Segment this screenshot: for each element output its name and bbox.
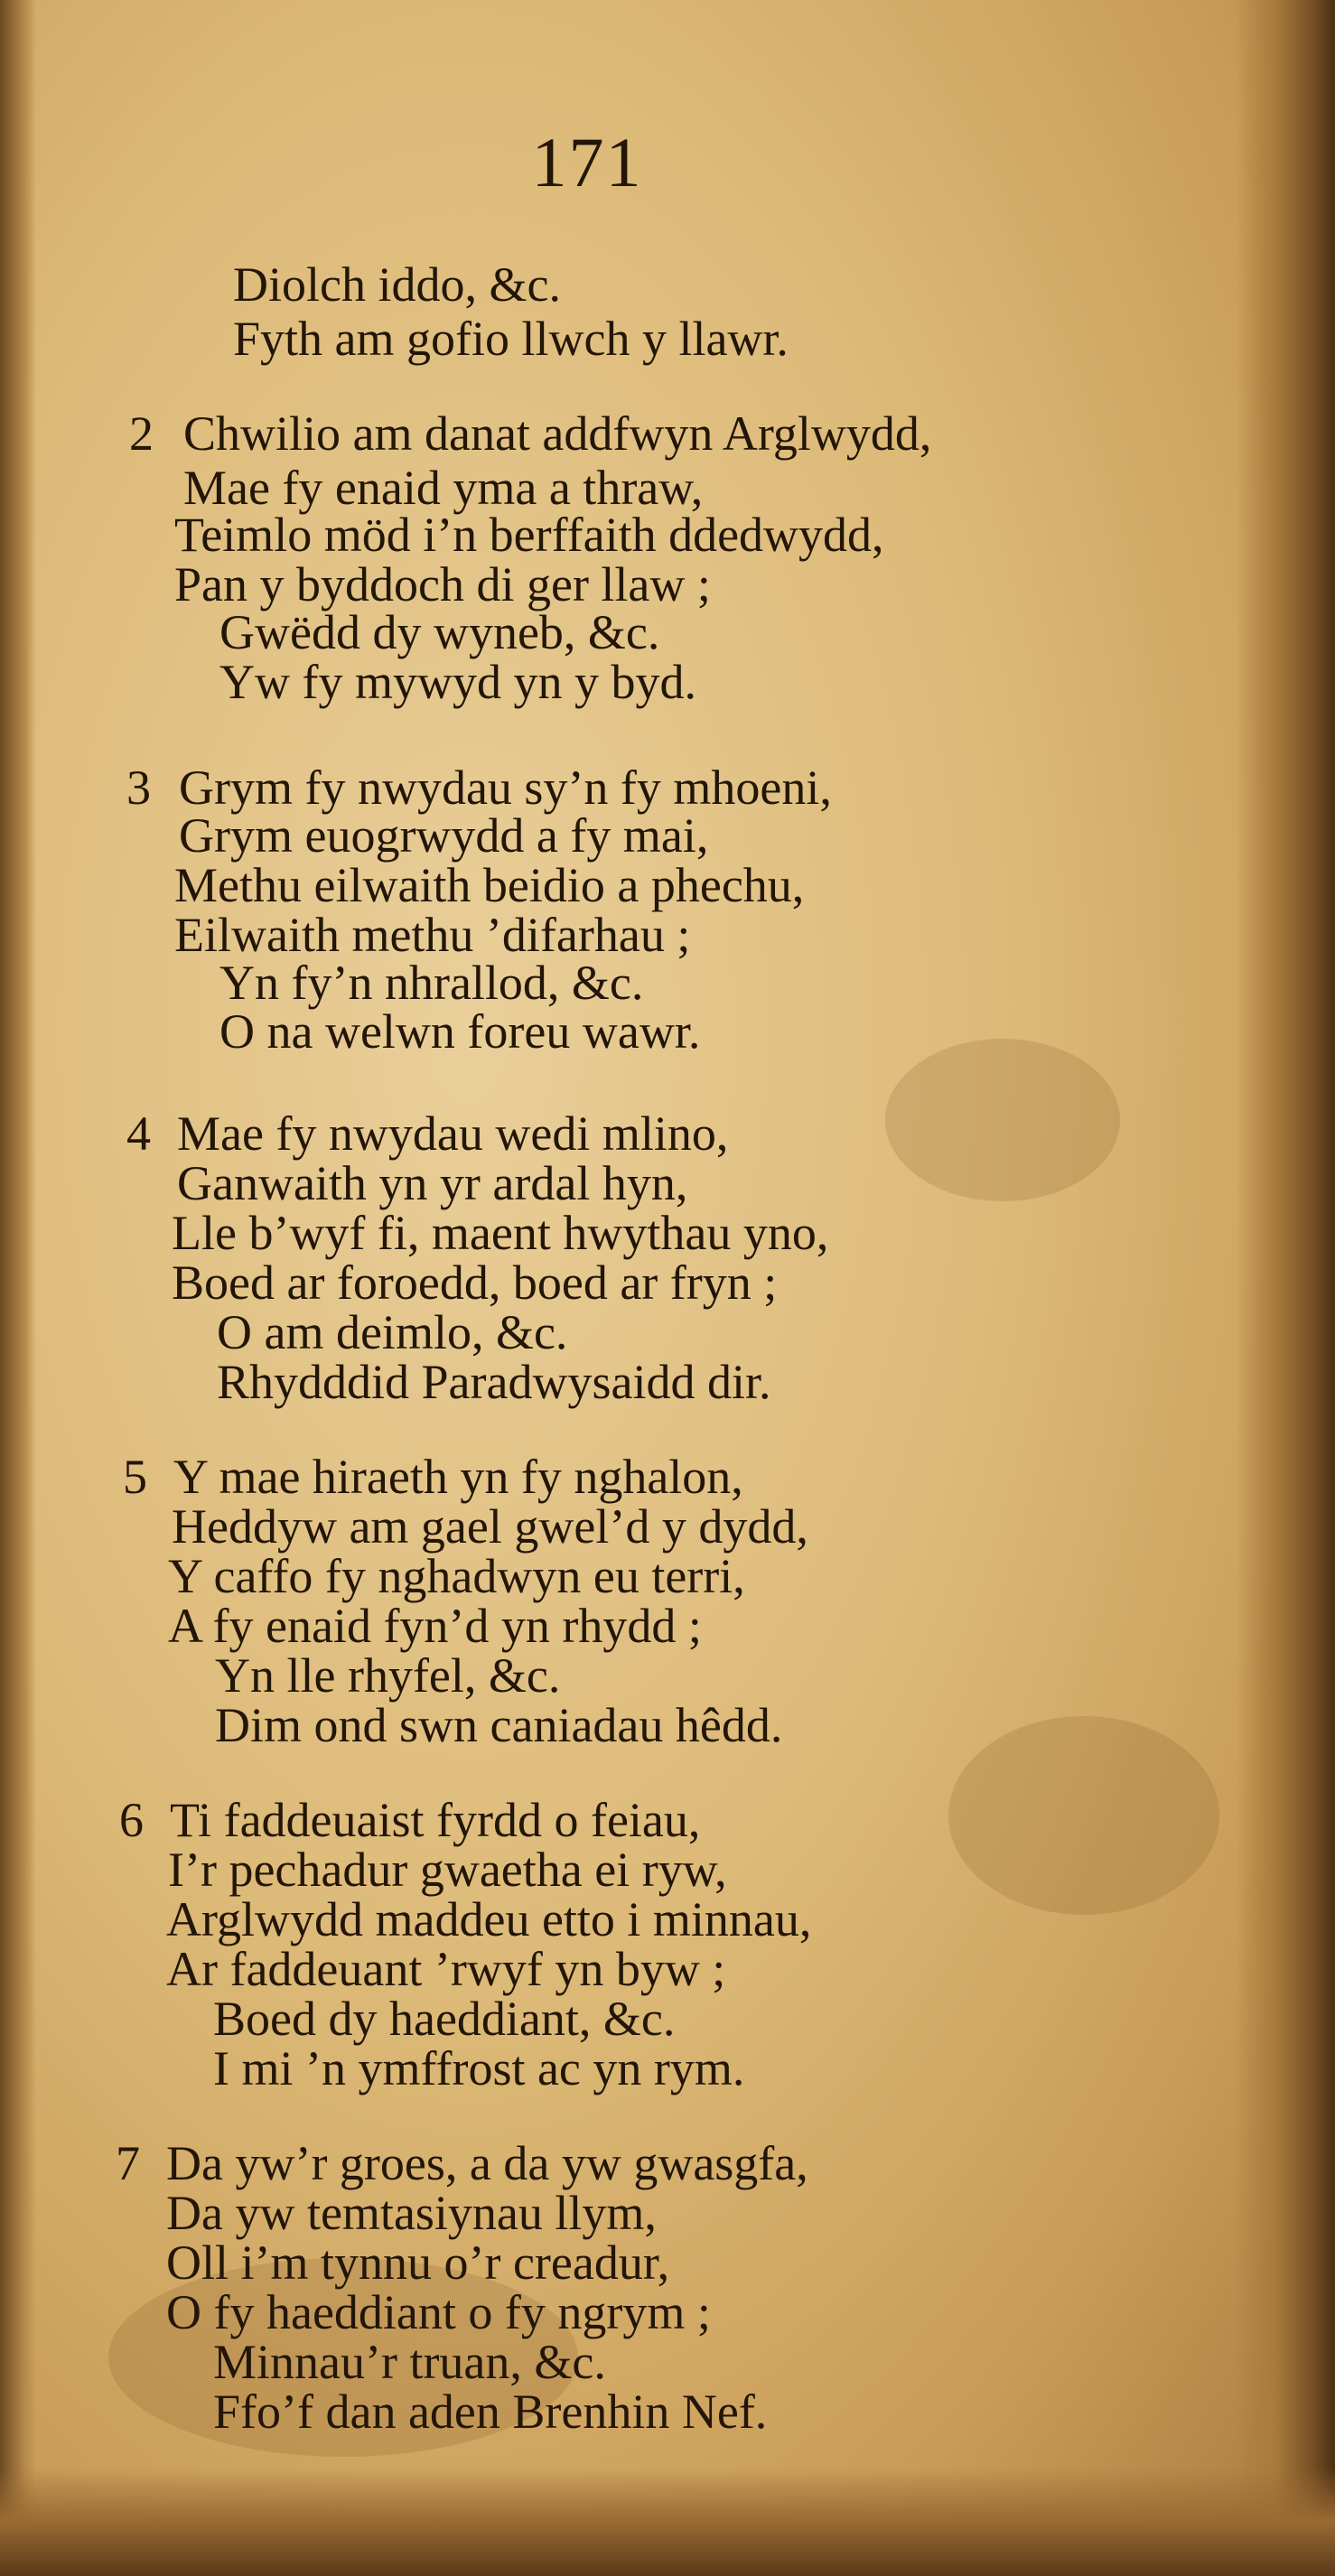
page-number: 171 [531, 123, 643, 201]
verse-line: Rhydddid Paradwysaidd dir. [217, 1355, 771, 1409]
verse-line: Oll i’m tynnu o’r creadur, [166, 2235, 670, 2290]
paper-stain [948, 1716, 1219, 1915]
verse-line: I’r pechadur gwaetha ei ryw, [168, 1843, 727, 1897]
verse-number: 2 [129, 406, 154, 461]
verse-line: Mae fy nwydau wedi mlino, [177, 1106, 729, 1161]
verse-line: Arglwydd maddeu etto i minnau, [166, 1892, 812, 1946]
verse-line: O fy haeddiant o fy ngrym ; [166, 2285, 711, 2339]
verse-number: 7 [116, 2136, 140, 2190]
verse-line: Chwilio am danat addfwyn Arglwydd, [183, 406, 932, 461]
verse-number: 3 [126, 761, 151, 815]
verse-number: 4 [126, 1106, 151, 1161]
verse-line: Dim ond swn caniadau hêdd. [215, 1698, 783, 1752]
verse-line: Y mae hiraeth yn fy nghalon, [173, 1450, 743, 1504]
page-right-edge [1236, 0, 1335, 2576]
intro-line: Fyth am gofio llwch y llawr. [233, 312, 789, 366]
verse-line: Da yw temtasiynau llym, [166, 2186, 657, 2240]
verse-line: Ffo’f dan aden Brenhin Nef. [213, 2385, 768, 2439]
intro-line: Diolch iddo, &c. [233, 257, 561, 312]
page-left-edge [0, 0, 36, 2576]
verse-line: Grym fy nwydau sy’n fy mhoeni, [179, 761, 832, 815]
verse-line: O na welwn foreu wawr. [219, 1004, 701, 1059]
verse-line: Pan y byddoch di ger llaw ; [174, 557, 711, 611]
verse-line: Boed dy haeddiant, &c. [213, 1992, 676, 2046]
verse-line: Mae fy enaid yma a thraw, [183, 461, 704, 515]
verse-number: 5 [123, 1450, 147, 1504]
verse-line: Gwëdd dy wyneb, &c. [219, 605, 660, 659]
verse-line: Methu eilwaith beidio a phechu, [174, 858, 805, 912]
verse-line: Ar faddeuant ’rwyf yn byw ; [166, 1942, 726, 1996]
verse-line: Yw fy mywyd yn y byd. [219, 655, 696, 709]
verse-line: A fy enaid fyn’d yn rhydd ; [168, 1599, 702, 1653]
page-bottom-edge [0, 2468, 1335, 2576]
verse-number: 6 [119, 1793, 144, 1847]
verse-line: Yn lle rhyfel, &c. [215, 1648, 561, 1703]
verse-line: O am deimlo, &c. [217, 1305, 568, 1359]
paper-stain [885, 1039, 1120, 1201]
verse-line: I mi ’n ymffrost ac yn rym. [213, 2041, 745, 2095]
verse-line: Heddyw am gael gwel’d y dydd, [172, 1499, 808, 1554]
verse-line: Lle b’wyf fi, maent hwythau yno, [172, 1206, 829, 1260]
verse-line: Ti faddeuaist fyrdd o feiau, [170, 1793, 701, 1847]
verse-line: Grym euogrwydd a fy mai, [179, 808, 709, 863]
verse-line: Minnau’r truan, &c. [213, 2335, 606, 2389]
verse-line: Yn fy’n nhrallod, &c. [219, 956, 644, 1010]
verse-line: Boed ar foroedd, boed ar fryn ; [172, 1255, 778, 1310]
verse-line: Ganwaith yn yr ardal hyn, [177, 1156, 688, 1210]
verse-line: Y caffo fy nghadwyn eu terri, [168, 1549, 745, 1603]
verse-line: Da yw’r groes, a da yw gwasgfa, [166, 2136, 808, 2190]
verse-line: Teimlo möd i’n berffaith ddedwydd, [174, 508, 884, 562]
verse-line: Eilwaith methu ’difarhau ; [174, 908, 691, 962]
